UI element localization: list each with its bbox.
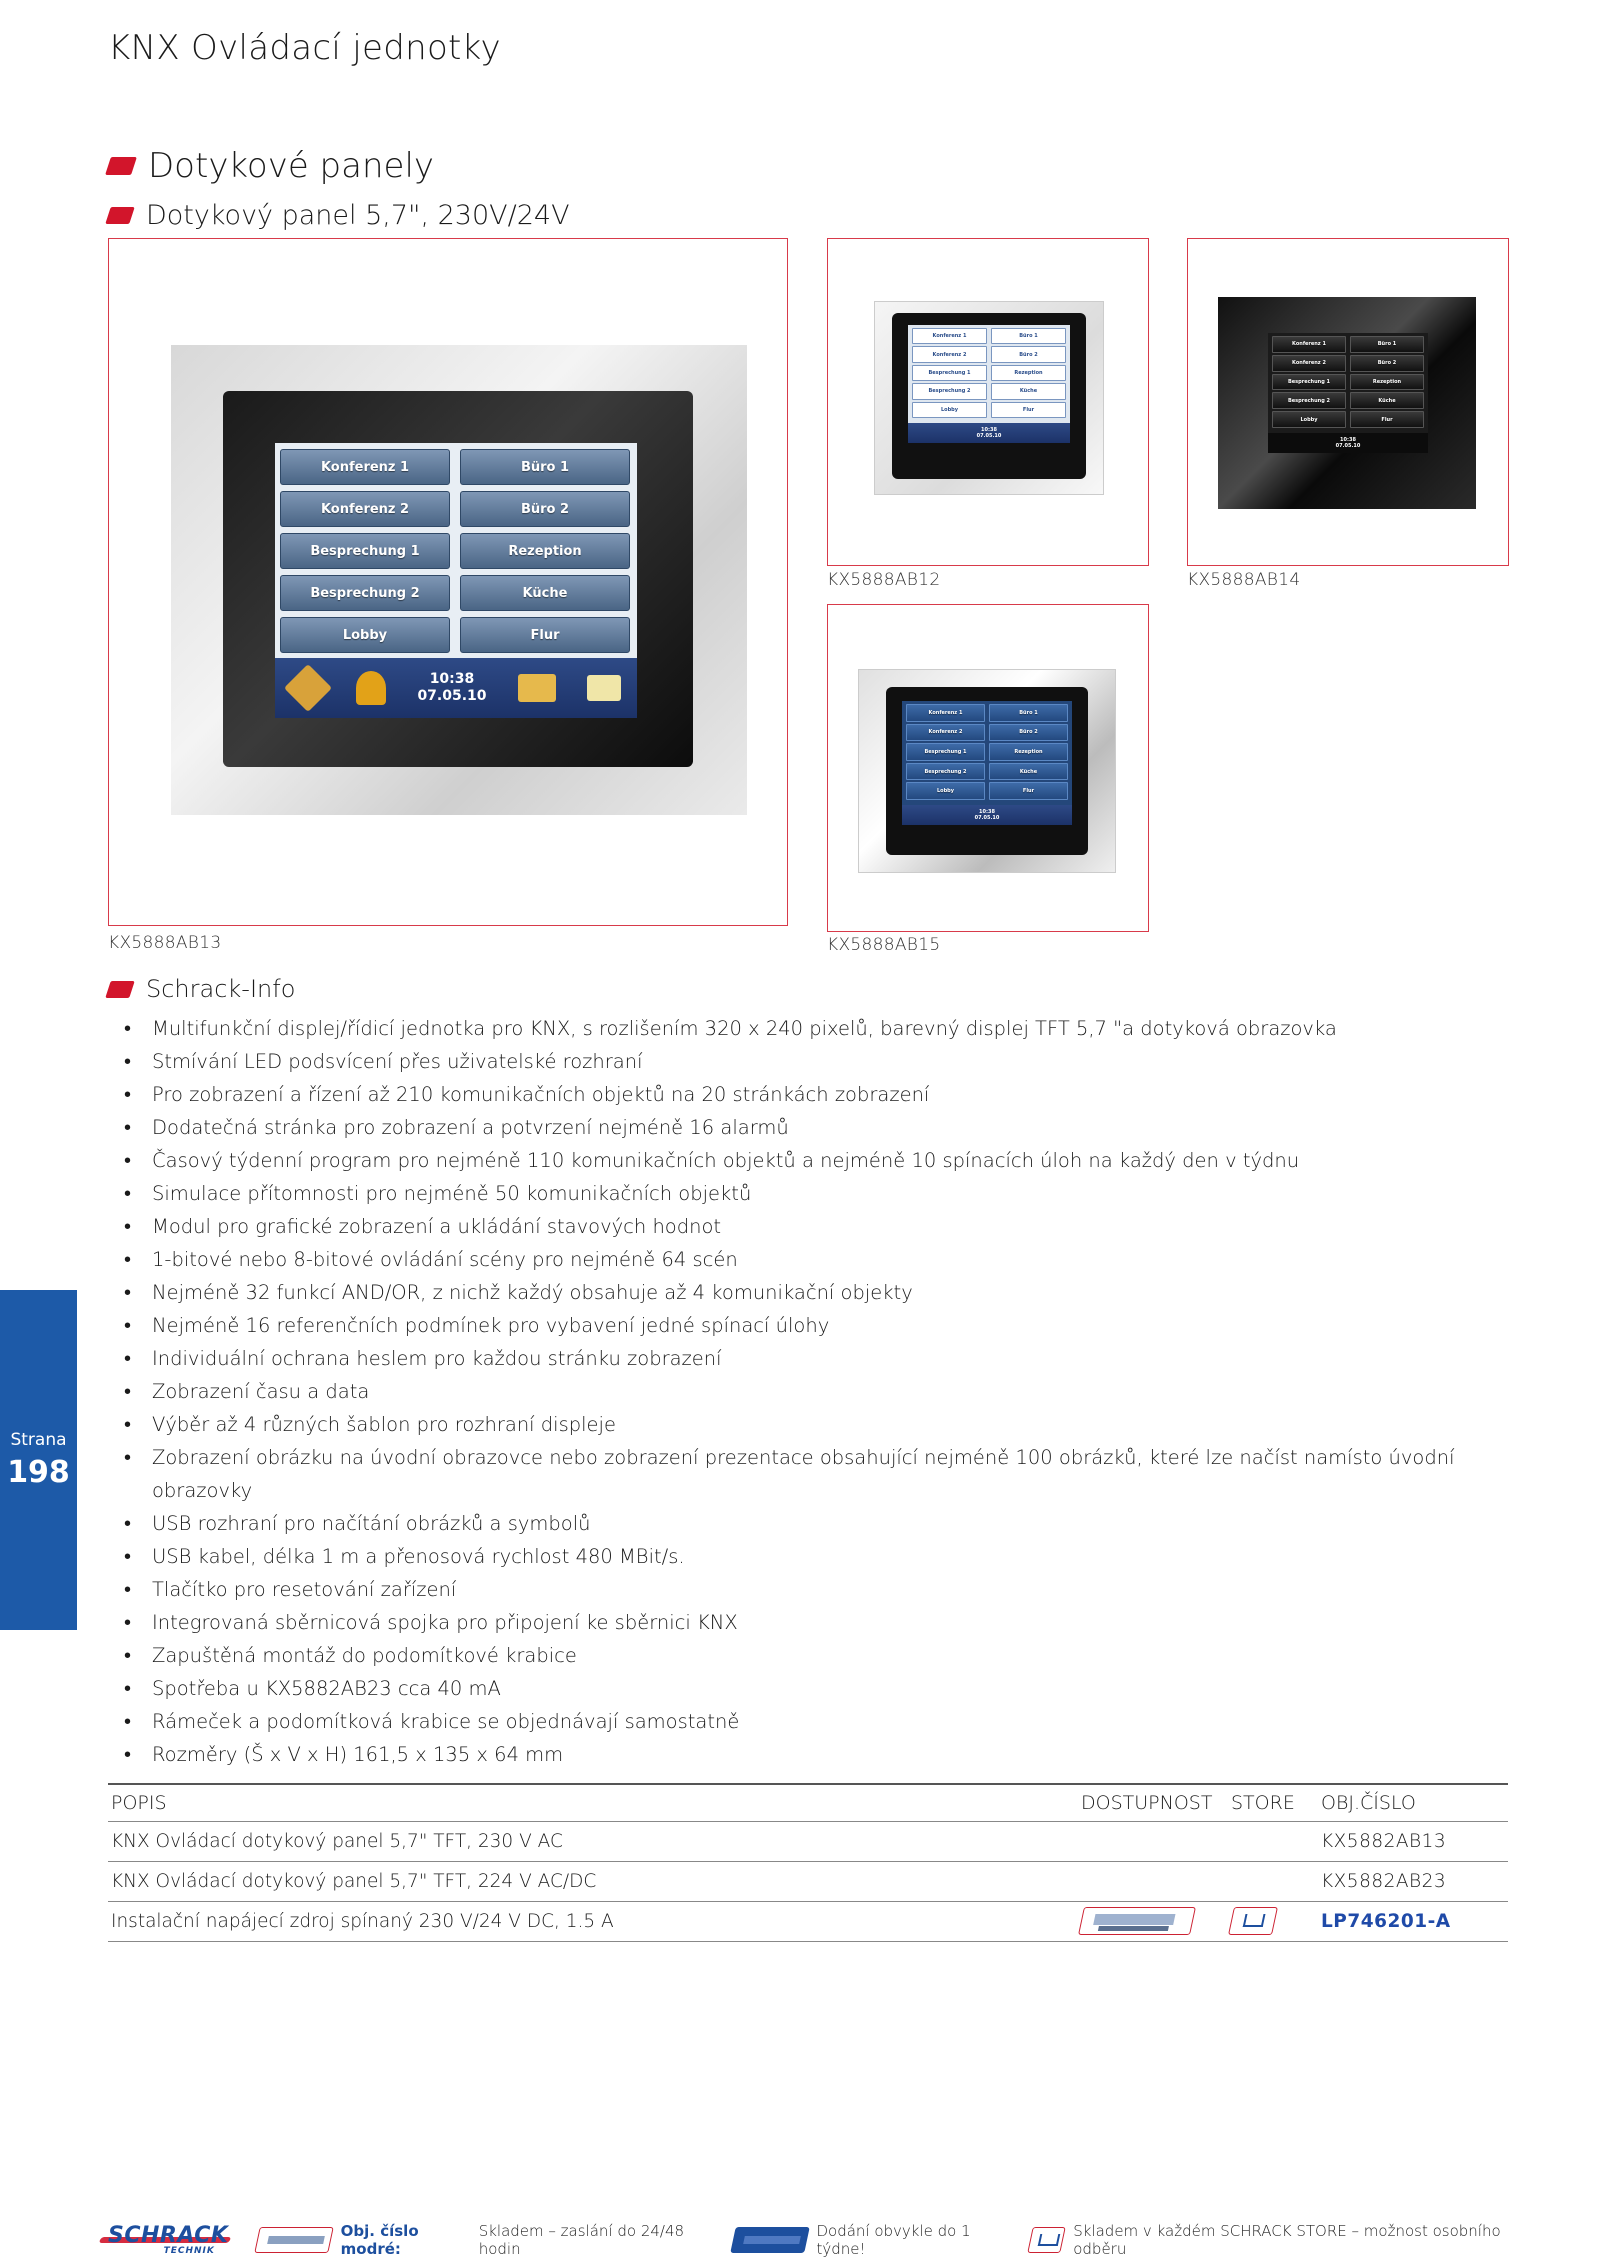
panel-button: Konferenz 2 [906,724,985,742]
legend-stock: Skladem – zaslání do 24/48 hodin [478,2222,685,2258]
subsection-title: Dotykový panel 5,7", 230V/24V [146,200,570,231]
delivery-truck-icon [1078,1907,1196,1935]
schrack-logo [100,2223,229,2257]
info-list-item: • Zobrazení času a data [152,1375,1482,1408]
info-list-item: • Zapuštěná montáž do podomítkové krabice [152,1639,1482,1672]
panel-button: Konferenz 2 [912,346,987,362]
col-popis: POPIS [108,1784,1078,1821]
col-obj: OBJ.ČÍSLO [1318,1784,1508,1821]
stock-truck-icon [254,2227,333,2253]
panel-button: Besprechung 2 [912,383,987,399]
clock-display [417,671,486,705]
delivery-truck-icon [730,2227,809,2253]
panel-button: Büro 2 [991,346,1066,362]
panel-button: Konferenz 2 [280,491,450,527]
page-title: KNX Ovládací jednotky [108,28,501,68]
order-number[interactable]: KX5882AB23 [1318,1861,1508,1901]
info-list-item: • USB rozhraní pro načítání obrázků a symbolů [152,1507,1482,1540]
panel-screen [1268,333,1428,453]
panel-button: Konferenz 1 [906,704,985,722]
store-cart-icon [1228,1907,1278,1935]
product-image-main [108,238,788,926]
subsection-heading [108,200,570,231]
info-list-item: • Individuální ochrana heslem pro každou stránku zobrazení [152,1342,1482,1375]
panel-button: Lobby [906,782,985,800]
clock-display [977,427,1002,439]
row-description: KNX Ovládací dotykový panel 5,7" TFT, 230 V AC [108,1821,1078,1861]
info-list-item: • Simulace přítomnosti pro nejméně 50 komunikačních objektů [152,1177,1482,1210]
clock-time: 10:38 [429,671,475,688]
panel-button: Büro 1 [991,328,1066,344]
caption-kx5888ab13: KX5888AB13 [108,933,222,953]
order-number[interactable]: LP746201-A [1318,1901,1508,1941]
caption-kx5888ab12: KX5888AB12 [827,570,941,590]
store-cart-icon [1027,2227,1066,2253]
tools-icon [284,664,332,712]
product-image-ab15 [827,604,1149,932]
table-row [108,1861,1508,1901]
panel-button: Flur [1350,411,1424,428]
clock-time: 10:38 [981,427,997,433]
panel-button: Flur [991,402,1066,418]
legend-store: Skladem v každém SCHRACK STORE – možnost osobního odběru [1073,2222,1501,2258]
col-dostupnost: DOSTUPNOST [1078,1784,1228,1821]
info-list-item: • Zobrazení obrázku na úvodní obrazovce nebo zobrazení prezentace obsahující nejméně 100 obrázků, které lze načíst namísto úvodní obrazovky [152,1441,1482,1507]
panel-button: Lobby [280,617,450,653]
panel-button: Besprechung 1 [906,743,985,761]
panel-button: Rezeption [460,533,630,569]
clock-date: 07.05.10 [976,433,1002,439]
panel-screen [902,701,1072,825]
panel-button: Besprechung 2 [280,575,450,611]
row-description: Instalační napájecí zdroj spínaný 230 V/24 V DC, 1.5 A [108,1901,1078,1941]
panel-button: Besprechung 2 [906,763,985,781]
panel-button: Besprechung 2 [1272,392,1346,409]
footer [100,2220,1520,2260]
panel-button: Büro 2 [989,724,1068,742]
info-list-item: • USB kabel, délka 1 m a přenosová rychlost 480 MBit/s. [152,1540,1482,1573]
info-list [152,1012,1482,1771]
info-heading [108,975,295,1003]
info-list-item: • Nejméně 32 funkcí AND/OR, z nichž každý obsahuje až 4 komunikační objekty [152,1276,1482,1309]
status-bar [1268,433,1428,453]
panel-button: Besprechung 1 [912,365,987,381]
panel-button: Küche [1350,392,1424,409]
info-title: Schrack-Info [146,975,296,1003]
info-list-item: • Pro zobrazení a řízení až 210 komunikačních objektů na 20 stránkách zobrazení [152,1078,1482,1111]
clock-date: 07.05.10 [1335,443,1361,449]
clock-time: 10:38 [1340,437,1356,443]
settings-icon [587,675,621,701]
store-cell [1228,1901,1318,1941]
section-heading [108,146,434,186]
status-bar [275,658,637,718]
info-list-item: • 1-bitové nebo 8-bitové ovládání scény pro nejméně 64 scén [152,1243,1482,1276]
clock-display [975,809,1000,821]
panel-button: Besprechung 1 [1272,374,1346,391]
caption-kx5888ab14: KX5888AB14 [1187,570,1301,590]
col-store: STORE [1228,1784,1318,1821]
panel-button: Flur [460,617,630,653]
legend-delivery: Dodání obvykle do 1 týdne! [816,2222,971,2258]
panel-button: Rezeption [991,365,1066,381]
info-list-item: • Integrovaná sběrnicová spojka pro připojení ke sběrnici KNX [152,1606,1482,1639]
product-table [108,1783,1508,1942]
row-description: KNX Ovládací dotykový panel 5,7" TFT, 224 V AC/DC [108,1861,1078,1901]
red-bullet-icon [105,207,135,224]
clock-display [1336,437,1361,449]
info-list-item: • Modul pro grafické zobrazení a ukládání stavových hodnot [152,1210,1482,1243]
info-list-item: • Stmívání LED podsvícení přes uživatelské rozhraní [152,1045,1482,1078]
info-list-item: • Dodatečná stránka pro zobrazení a potvrzení nejméně 16 alarmů [152,1111,1482,1144]
bell-icon [356,671,386,705]
status-bar [908,423,1070,443]
panel-button: Konferenz 1 [912,328,987,344]
caption-kx5888ab15: KX5888AB15 [827,935,941,955]
page-side-tab [0,1290,77,1630]
table-row [108,1821,1508,1861]
panel-button: Besprechung 1 [280,533,450,569]
order-number[interactable]: KX5882AB13 [1318,1821,1508,1861]
panel-button: Büro 1 [1350,336,1424,353]
panel-button: Konferenz 1 [1272,336,1346,353]
clock-date: 07.05.10 [974,815,1000,821]
red-bullet-icon [105,157,137,175]
logo-subtitle: TECHNIK [163,2246,215,2256]
panel-button: Büro 2 [460,491,630,527]
side-tab-label: Strana [10,1430,67,1450]
red-bullet-icon [105,981,135,998]
info-list-item: • Nejméně 16 referenčních podmínek pro vybavení jedné spínací úlohy [152,1309,1482,1342]
panel-button: Konferenz 2 [1272,355,1346,372]
info-list-item: • Výběr až 4 různých šablon pro rozhraní displeje [152,1408,1482,1441]
availability-cell [1078,1901,1228,1941]
panel-button: Rezeption [989,743,1068,761]
legend-bold: Obj. číslo modré: [340,2222,419,2258]
panel-screen [908,325,1070,443]
info-list-item: • Spotřeba u KX5882AB23 cca 40 mA [152,1672,1482,1705]
panel-button: Lobby [912,402,987,418]
table-header-row [108,1784,1508,1821]
panel-button: Flur [989,782,1068,800]
product-image-ab12 [827,238,1149,566]
info-list-item: • Rámeček a podomítková krabice se objednávají samostatně [152,1705,1482,1738]
panel-button: Büro 1 [989,704,1068,722]
panel-button: Konferenz 1 [280,449,450,485]
panel-button: Küche [989,763,1068,781]
panel-button: Lobby [1272,411,1346,428]
panel-button: Büro 2 [1350,355,1424,372]
info-list-item: • Rozměry (Š x V x H) 161,5 x 135 x 64 mm [152,1738,1482,1771]
panel-button: Büro 1 [460,449,630,485]
panel-button: Küche [460,575,630,611]
clock-time: 10:38 [979,809,995,815]
table-row [108,1901,1508,1941]
info-list-item: • Tlačítko pro resetování zařízení [152,1573,1482,1606]
logo-wordmark: SCHRACK [108,2223,229,2248]
screens-icon [518,674,556,702]
clock-date: 07.05.10 [417,688,487,704]
product-image-ab14 [1187,238,1509,566]
info-list-item: • Multifunkční displej/řídicí jednotka pro KNX, s rozlišením 320 x 240 pixelů, barevný displej TFT 5,7 "a dotyková obrazovka [152,1012,1482,1045]
info-list-item: • Časový týdenní program pro nejméně 110 komunikačních objektů a nejméně 10 spínacích úloh na každý den v týdnu [152,1144,1482,1177]
panel-screen [275,443,637,718]
page-number: 198 [7,1455,70,1490]
section-title: Dotykové panely [148,146,435,186]
panel-button: Rezeption [1350,374,1424,391]
status-bar [902,805,1072,825]
panel-button: Küche [991,383,1066,399]
